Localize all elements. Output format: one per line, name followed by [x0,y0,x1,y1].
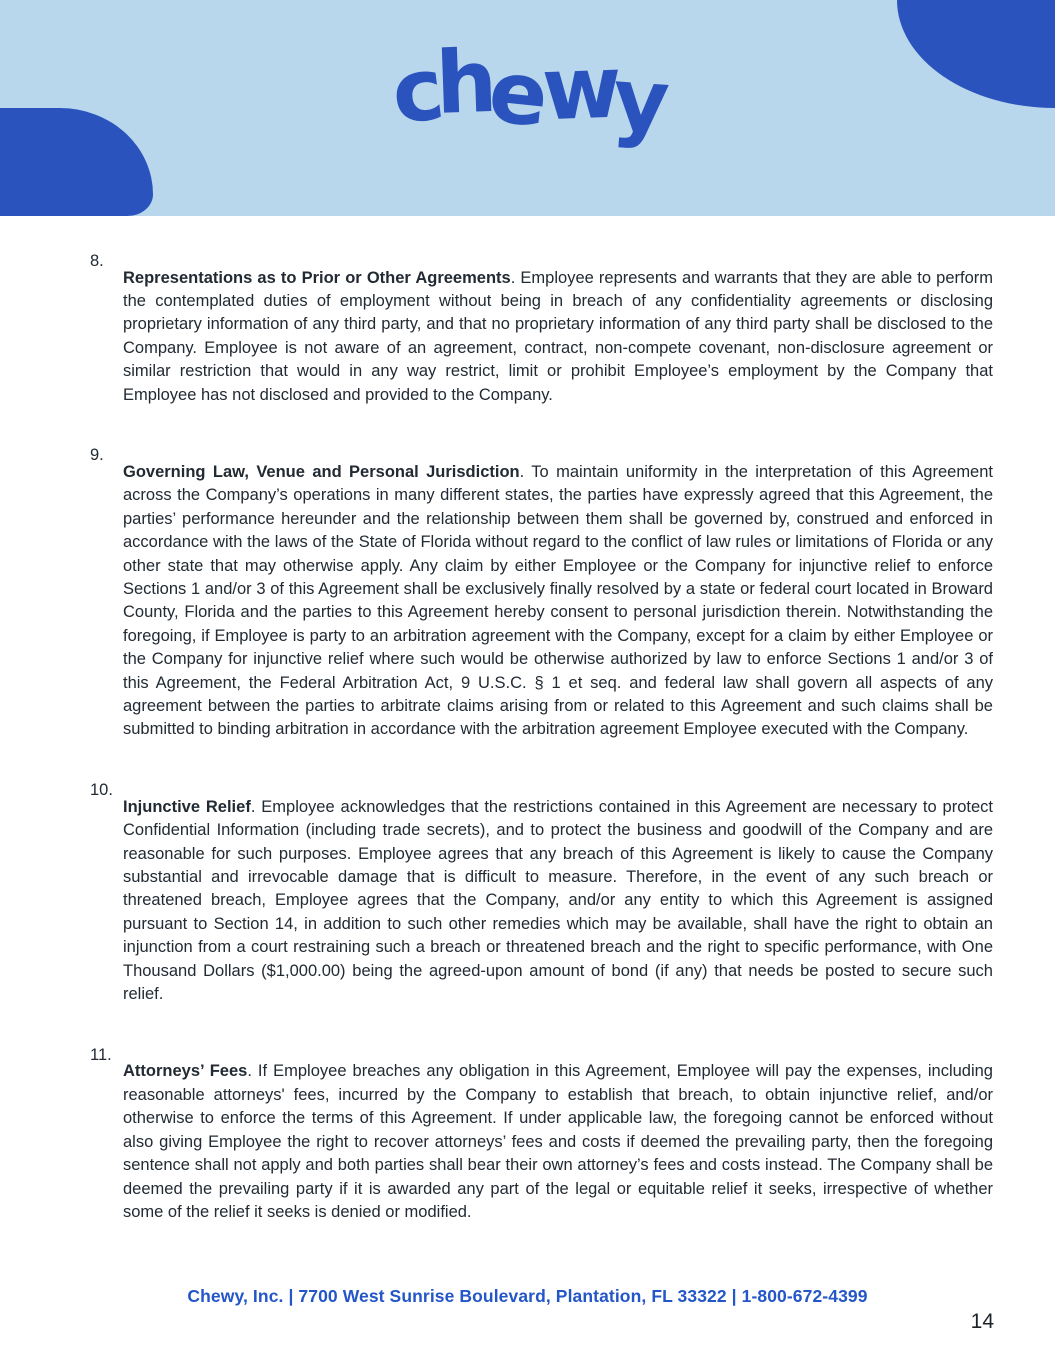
logo-letter: c [386,39,443,145]
logo-letter: h [434,32,492,134]
section-8-representations [90,250,993,423]
section-paragraph [123,461,993,742]
section-body: . To maintain uniformity in the interpretation of this Agreement across the Company’s operations in many different states, the parties have expressly agreed that this Agreement, the parties’ performance hereunder and the relationship between them shall be governed by, construed and enforced in accordance with the laws of the State of Florida without regard to the conflict of law rules or limitations of Florida or any other state that may otherwise apply. Any claim by either Employee or the Company for injunctive relief to enforce Sections 1 and/or 3 of this Agreement shall be exclusively finally resolved by a state or federal court located in Broward County, Florida and the parties to this Agreement hereby consent to personal jurisdiction therein. Notwithstanding the foregoing, if Employee is party to an arbitration agreement with the Company, except for a claim by either Employee or the Company for injunctive relief where such would be otherwise authorized by law to enforce Sections 1 and/or 3 of this Agreement, the Federal Arbitration Act, 9 U.S.C. § 1 et seq. and federal law shall govern all aspects of any agreement between the parties to arbitrate claims arising from or related to this Agreement and such claims shall be submitted to binding arbitration in accordance with the arbitration agreement Employee executed with the Company. [123,462,993,739]
page-number: 14 [970,1310,994,1333]
section-11-attorneys-fees [90,1044,993,1241]
logo-letter: y [609,49,666,153]
header-band [0,0,1055,216]
logo-letter: e [484,41,546,147]
section-body: . Employee acknowledges that the restrictions contained in this Agreement are necessary to protect Confidential Information (including trade secrets), and to protect the business and goodwill of the Company and are reasonable for such purposes. Employee agrees that any breach of this Agreement is likely to cause the Company substantial and irrevocable damage that is difficult to measure. Therefore, in the event of any such breach or threatened breach, Employee agrees that the Company, and/or any entity to which this Agreement is assigned pursuant to Section 14, in addition to such other remedies which may be available, shall have the right to obtain an injunction from a court restraining such a breach or threatened breach and the right to specific performance, with One Thousand Dollars ($1,000.00) being the agreed-upon amount of bond (if any) that needs be posted to secure such relief. [123,797,994,1004]
section-10-injunctive-relief [90,779,993,1023]
section-9-governing-law [90,444,993,758]
section-title: Injunctive Relief [123,797,251,816]
section-paragraph [123,1060,993,1224]
footer-company-address: Chewy, Inc. | 7700 West Sunrise Boulevard, Plantation, FL 33322 | 1-800-672-4399 [187,1286,868,1306]
chewy-logo [0,32,1055,153]
section-number: 10. [90,781,113,800]
section-number: 11. [90,1045,112,1064]
section-body: . Employee represents and warrants that they are able to perform the contemplated duties of employment without being in breach of any confidentiality agreements or disclosing proprietary information of any third party, and that no proprietary information of any third party shall be disclosed to the Company. Employee is not aware of an agreement, contract, non-compete covenant, non-disclosure agreement or similar restriction that would in any way restrict, limit or prohibit Employee’s employment by the Company that Employee has not disclosed and provided to the Company. [123,268,993,404]
section-title: Governing Law, Venue and Personal Jurisdiction [123,462,520,481]
section-paragraph [123,267,993,407]
section-title: Representations as to Prior or Other Agreements [123,268,511,287]
section-number: 9. [90,446,104,465]
section-number: 8. [90,252,104,270]
section-body: . If Employee breaches any obligation in this Agreement, Employee will pay the expenses, including reasonable attorneys' fees, incurred by the Company to establish that breach, to obtain injunctive relief, and/or otherwise to enforce the terms of this Agreement. If under applicable law, the foregoing cannot be enforced without also giving Employee the right to recover attorneys’ fees and costs if deemed the prevailing party, then the foregoing sentence shall not apply and both parties shall bear their own attorney’s fees and costs instead. The Company shall be deemed the prevailing party if it is awarded any part of the legal or equitable relief it seeks, irrespective of whether some of the relief it seeks is denied or modified. [123,1062,993,1221]
section-paragraph [123,796,993,1007]
agreement-sections [90,250,993,1262]
logo-letter: w [539,37,616,141]
section-title: Attorneys’ Fees [123,1062,248,1081]
